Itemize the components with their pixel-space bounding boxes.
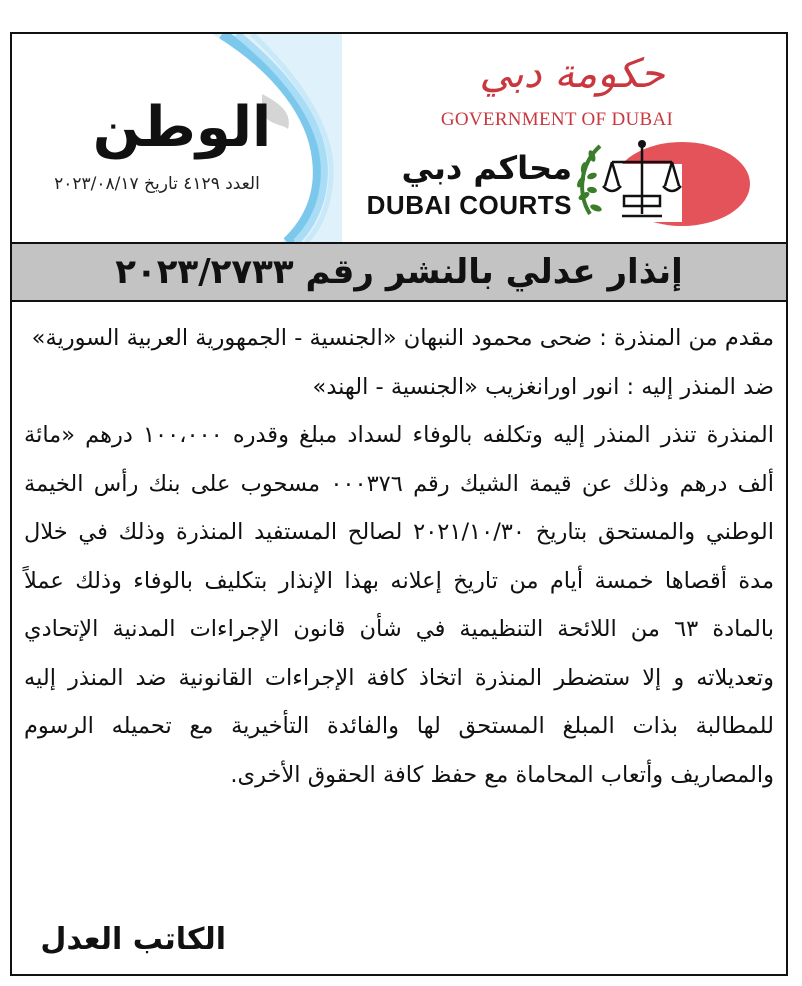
- courts-name-ar: محاكم دبي: [401, 149, 572, 187]
- courts-name-en: DUBAI COURTS: [366, 190, 572, 220]
- scales-of-justice-icon: [572, 134, 752, 229]
- notice-paragraph-respondent: ضد المنذر إليه : انور اورانغزيب «الجنسية - الهند»: [312, 373, 774, 400]
- notice-title-bar: [12, 242, 786, 302]
- government-name-ar: حكومة دبي: [479, 51, 665, 97]
- issue-info: العدد ٤١٢٩ تاريخ ٢٠٢٣/٠٨/١٧: [54, 174, 260, 194]
- header: [12, 34, 786, 242]
- newspaper-name: الوطن: [92, 94, 272, 160]
- government-name-en: GOVERNMENT OF DUBAI: [440, 109, 674, 130]
- notice-paragraph-applicant: مقدم من المنذرة : ضحى محمود النبهان «الجنسية - الجمهورية العربية السورية»: [31, 325, 774, 351]
- notice-body: [24, 314, 774, 799]
- notice-paragraph-demand: المنذرة تنذر المنذر إليه وتكلفه بالوفاء لسداد مبلغ وقدره ١٠٠،٠٠٠ درهم «مائة ألف درهم وذلك عن قيمة الشيك رقم ٠٠٠٣٧٦ مسحوب على بنك رأس الخيمة الوطني والمستحق بتاريخ ٢٠٢١/١٠/٣٠ لصالح المستفيد المنذرة وذلك في خلال مدة أقصاها خمسة أيام من تاريخ إعلانه بهذا الإنذار بتكليف بالوفاء وذلك عملاً بالمادة ٦٣ من اللائحة التنظيمية في شأن قانون الإجراءات المدنية الإتحادي وتعديلاته و إلا ستضطر المنذرة اتخاذ كافة الإجراءات القانونية ضد المنذر إليه للمطالبة بذات المبلغ المستحق لها والفائدة التأخيرية مع تحميله الرسوم والمصاريف وأتعاب المحاماة مع حفظ كافة الحقوق الأخرى.: [24, 422, 775, 788]
- notice-frame: [10, 32, 788, 976]
- notice-title: إنذار عدلي بالنشر رقم ٢٠٢٣/٢٧٣٣: [115, 252, 683, 292]
- notary-signature: الكاتب العدل: [40, 921, 226, 957]
